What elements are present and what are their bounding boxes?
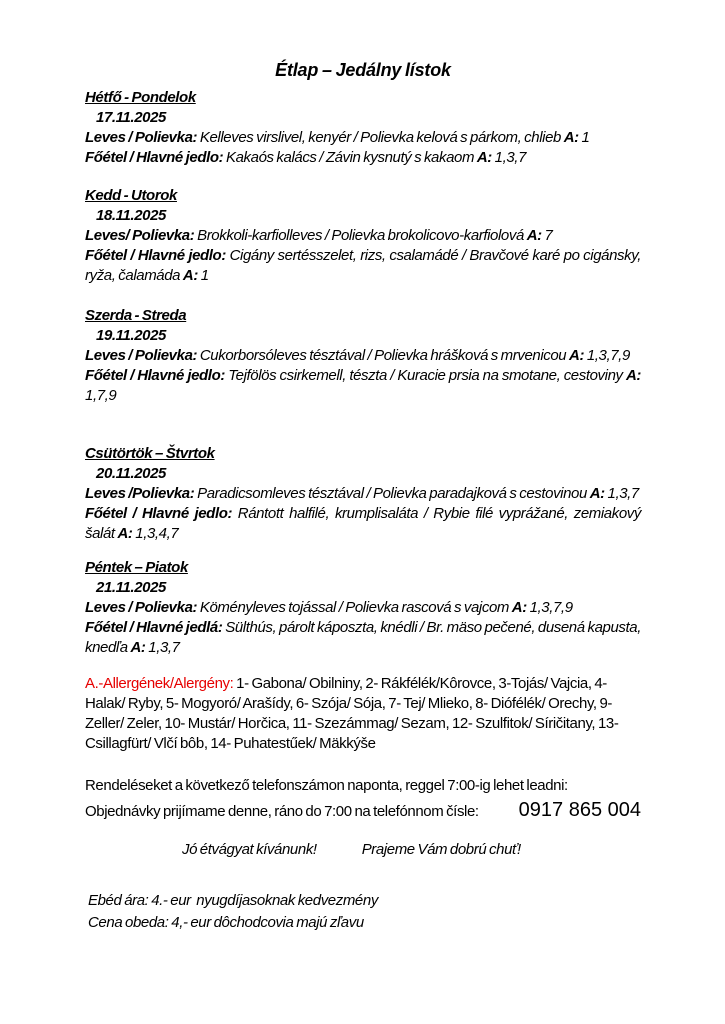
allergen-legend-title: A.-Allergének/Alergény: (85, 675, 234, 692)
main-course-line (85, 618, 641, 658)
day-name-heading: Csütörtök – Štvrtok (85, 445, 215, 462)
allergen-code-values: 1 (578, 129, 590, 146)
soup-course-line (85, 598, 641, 618)
allergen-code-label: A: (182, 267, 198, 284)
main-course-label: Főétel / Hlavné jedlo: (85, 149, 224, 166)
allergen-code-label: A: (563, 129, 579, 146)
ordering-info-hu: Rendeléseket a következő telefonszámon naponta, reggel 7:00-ig lehet leadni: (85, 777, 568, 794)
soup-course-label: Leves / Polievka: (85, 129, 198, 146)
main-course-label: Főétel / Hlavné jedlo: (85, 247, 226, 264)
day-name-heading: Hétfő - Pondelok (85, 89, 196, 106)
day-section-wednesday (85, 306, 641, 406)
allergen-code-label: A: (569, 347, 585, 364)
page-title: Étlap – Jedálny lístok (275, 60, 451, 80)
soup-course-text: Cukorborsóleves tésztával / Polievka hrášková s mrvenicou (197, 347, 570, 364)
bon-appetit-line (85, 840, 641, 860)
main-course-text: Kakaós kalács / Závin kysnutý s kakaom (223, 149, 477, 166)
ordering-info-sk: Objednávky prijímame denne, ráno do 7:00 na telefónnom čísle: (85, 803, 479, 820)
ordering-info (85, 776, 641, 822)
allergen-code-label: A: (589, 485, 605, 502)
phone-number: 0917 865 004 (518, 799, 641, 821)
day-name-heading: Szerda - Streda (85, 307, 187, 324)
allergen-code-values: 1,3,7 (491, 149, 527, 166)
main-course-text: Sülthús, párolt káposzta, knédli / Br. mäso pečené, dusená kapusta, knedľa (85, 619, 641, 656)
day-date: 21.11.2025 (96, 579, 166, 596)
day-date: 17.11.2025 (96, 109, 166, 126)
day-date: 19.11.2025 (96, 327, 166, 344)
allergen-code-values: 1,7,9 (85, 387, 117, 404)
allergen-code-label: A: (625, 367, 641, 384)
day-date: 20.11.2025 (96, 465, 166, 482)
soup-course-text: Kelleves virslivel, kenyér / Polievka kelová s párkom, chlieb (197, 129, 564, 146)
ordering-info-sk-line (85, 800, 641, 822)
soup-course-line (85, 128, 641, 148)
main-course-line (85, 504, 641, 544)
main-course-text: Rántott halfilé, krumplisaláta / Rybie filé vyprážané, zemiakový šalát (85, 505, 641, 542)
allergen-code-label: A: (526, 227, 542, 244)
soup-course-text: Brokkoli-karfiolleves / Polievka brokolicovo-karfiolová (194, 227, 527, 244)
soup-course-line (85, 346, 641, 366)
day-section-monday (85, 88, 641, 168)
allergen-code-label: A: (476, 149, 492, 166)
allergen-code-values: 1,3,7 (604, 485, 639, 502)
main-course-line (85, 148, 641, 168)
soup-course-label: Leves / Polievka: (85, 347, 198, 364)
main-course-text: Cigány sertésszelet, rizs, csalamádé / Bravčové karé po cigánsky, ryža, čalamáda (85, 247, 641, 284)
allergen-code-values: 1,3,4,7 (132, 525, 179, 542)
main-course-line (85, 246, 641, 286)
soup-course-label: Leves /Polievka: (85, 485, 195, 502)
allergen-code-values: 1,3,7,9 (584, 347, 630, 364)
allergen-code-label: A: (117, 525, 133, 542)
day-section-thursday (85, 444, 641, 544)
day-section-friday (85, 558, 641, 658)
allergen-code-values: 1,3,7,9 (526, 599, 573, 616)
day-date: 18.11.2025 (96, 207, 166, 224)
main-course-text: Tejfölös csirkemell, tészta / Kuracie prsia na smotane, cestoviny (224, 367, 626, 384)
bon-appetit-hu: Jó étvágyat kívánunk! (182, 841, 317, 858)
soup-course-text: Köményleves tojással / Polievka rascová s vajcom (197, 599, 512, 616)
day-name-heading: Péntek – Piatok (85, 559, 188, 576)
soup-course-label: Leves / Polievka: (85, 599, 198, 616)
day-section-tuesday (85, 186, 641, 286)
main-course-label: Főétel / Hlavné jedlo: (85, 367, 225, 384)
lunch-price-hu: Ebéd ára: 4.- eur nyugdíjasoknak kedvezmény (88, 892, 378, 909)
soup-course-line (85, 226, 641, 246)
allergen-legend-text: 1- Gabona/ Obilniny, 2- Rákfélék/Kôrovce, 3-Tojás/ Vajcia, 4- Halak/ Ryby, 5- Mogyoró/ Arašídy, 6- Szója/ Sója, 7- Tej/ Mlieko, 8- Diófélék/ Orechy, 9- Zeller/ Zeler, 10- Mustár/ Horčica, 11- Szezámmag/ Sezam, 12- Szulfitok/ Síričitany, 13- Csillagfürt/ Vlčí bôb, 14- Puhatestűek/ Mäkkýše (85, 675, 619, 752)
bon-appetit-sk: Prajeme Vám dobrú chuť! (361, 841, 521, 858)
price-info (85, 890, 641, 934)
allergen-legend (85, 674, 641, 754)
allergen-code-values: 1,3,7 (145, 639, 180, 656)
main-course-label: Főétel / Hlavné jedlá: (85, 619, 223, 636)
allergen-code-label: A: (130, 639, 146, 656)
soup-course-label: Leves/ Polievka: (85, 227, 195, 244)
main-course-line (85, 366, 641, 406)
lunch-price-sk: Cena obeda: 4,- eur dôchodcovia majú zľavu (88, 914, 364, 931)
allergen-code-values: 7 (541, 227, 553, 244)
allergen-code-label: A: (511, 599, 527, 616)
day-name-heading: Kedd - Utorok (85, 187, 177, 204)
soup-course-text: Paradicsomleves tésztával / Polievka paradajková s cestovinou (194, 485, 590, 502)
soup-course-line (85, 484, 641, 504)
allergen-code-values: 1 (197, 267, 209, 284)
main-course-label: Főétel / Hlavné jedlo: (85, 505, 233, 522)
